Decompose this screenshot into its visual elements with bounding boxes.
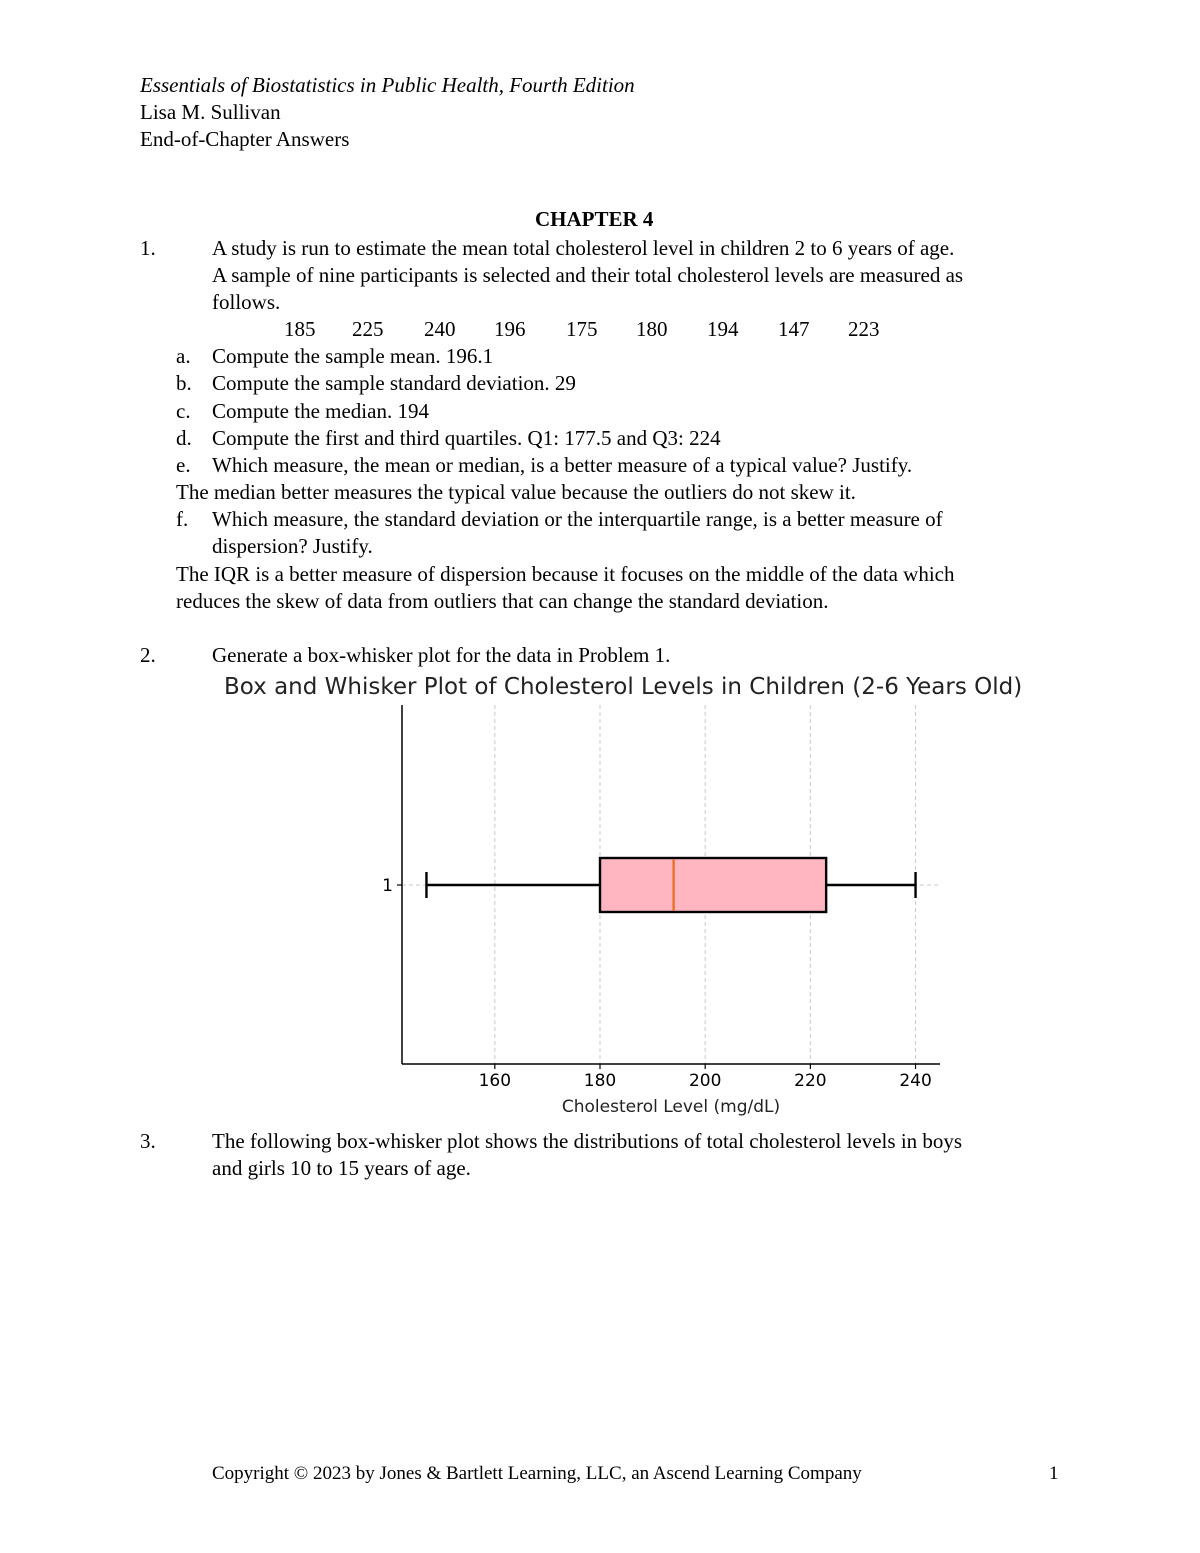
data-value: 196 — [494, 317, 526, 341]
author-name: Lisa M. Sullivan — [140, 100, 281, 124]
part-f-text-line2: dispersion? Justify. — [212, 534, 373, 558]
answer-e: The median better measures the typical value because the outliers do not skew it. — [176, 480, 856, 504]
problem-2-text: Generate a box-whisker plot for the data in Problem 1. — [212, 643, 671, 667]
part-d-text: Compute the first and third quartiles. Q1: 177.5 and Q3: 224 — [212, 426, 721, 450]
part-c-text: Compute the median. 194 — [212, 399, 429, 423]
data-value: 185 — [284, 317, 316, 341]
problem-1-text-line2: A sample of nine participants is selected and their total cholesterol levels are measured as — [212, 263, 964, 287]
part-a-letter: a. — [176, 344, 191, 368]
x-tick-label: 220 — [794, 1071, 827, 1091]
part-e-text: Which measure, the mean or median, is a better measure of a typical value? Justify. — [212, 453, 913, 477]
part-b-letter: b. — [176, 371, 192, 395]
iqr-box — [600, 858, 826, 912]
x-tick-label: 160 — [478, 1071, 512, 1091]
x-axis-label: Cholesterol Level (mg/dL) — [561, 1097, 781, 1117]
copyright-footer: Copyright © 2023 by Jones & Bartlett Learning, LLC, an Ascend Learning Company — [212, 1463, 862, 1484]
boxplot-chart — [340, 700, 960, 1120]
problem-2-number: 2. — [140, 643, 156, 667]
part-c-letter: c. — [176, 399, 191, 423]
part-a-text: Compute the sample mean. 196.1 — [212, 344, 494, 368]
answer-f-line1: The IQR is a better measure of dispersion because it focuses on the middle of the data which — [176, 562, 955, 586]
part-e-letter: e. — [176, 453, 191, 477]
data-value: 194 — [707, 317, 739, 341]
data-value: 147 — [778, 317, 810, 341]
problem-1-text-line1: A study is run to estimate the mean total cholesterol level in children 2 to 6 years of age. — [212, 236, 955, 260]
book-title: Essentials of Biostatistics in Public Health, Fourth Edition — [140, 73, 635, 97]
problem-1-number: 1. — [140, 236, 156, 260]
problem-3-text-line2: and girls 10 to 15 years of age. — [212, 1156, 471, 1180]
page-number: 1 — [1049, 1463, 1059, 1484]
data-value: 223 — [848, 317, 880, 341]
data-value: 225 — [352, 317, 384, 341]
y-tick-label: 1 — [382, 876, 393, 896]
problem-3-number: 3. — [140, 1129, 156, 1153]
answer-f-line2: reduces the skew of data from outliers that can change the standard deviation. — [176, 589, 829, 613]
part-d-letter: d. — [176, 426, 192, 450]
x-tick-label: 180 — [583, 1071, 617, 1091]
data-value: 240 — [424, 317, 456, 341]
chart-title: Box and Whisker Plot of Cholesterol Levels in Children (2-6 Years Old) — [224, 674, 1023, 700]
problem-3-text-line1: The following box-whisker plot shows the distributions of total cholesterol levels in boys — [212, 1129, 963, 1153]
data-value: 175 — [566, 317, 598, 341]
document-subtitle: End-of-Chapter Answers — [140, 127, 350, 151]
part-f-text-line1: Which measure, the standard deviation or the interquartile range, is a better measure of — [212, 507, 943, 531]
part-b-text: Compute the sample standard deviation. 29 — [212, 371, 576, 395]
data-value: 180 — [636, 317, 668, 341]
chapter-title: CHAPTER 4 — [535, 207, 654, 231]
part-f-letter: f. — [176, 507, 189, 531]
x-tick-label: 240 — [899, 1071, 932, 1091]
x-tick-label: 200 — [688, 1071, 722, 1091]
problem-1-text-line3: follows. — [212, 290, 281, 314]
